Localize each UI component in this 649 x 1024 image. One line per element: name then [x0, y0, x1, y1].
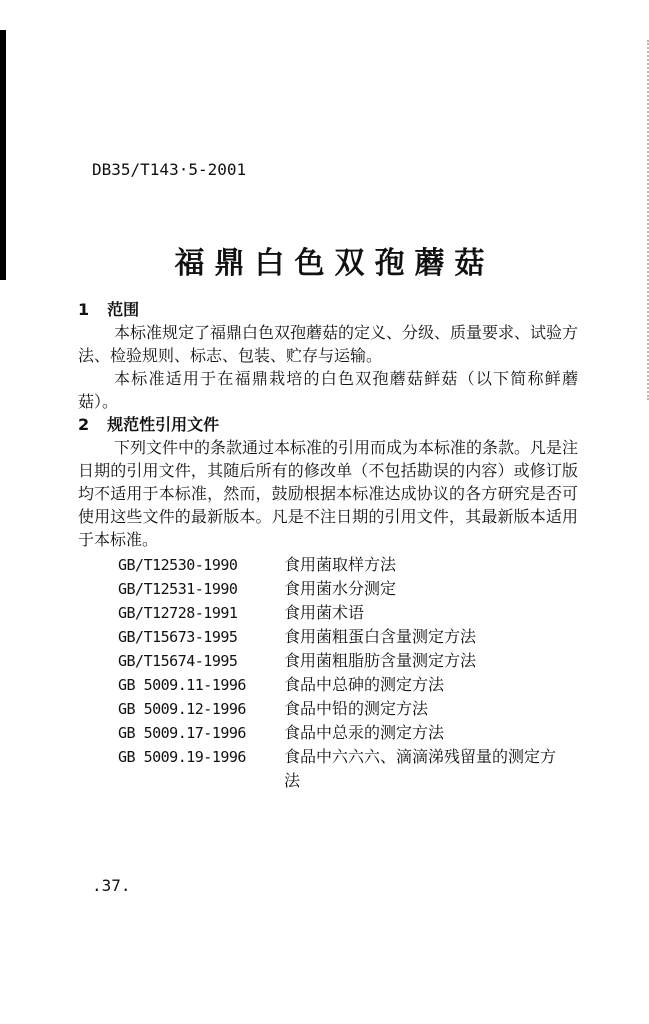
reference-code: GB 5009.17-1996 — [118, 724, 246, 742]
document-title: 福鼎白色双孢蘑菇 — [174, 246, 495, 281]
reference-code: GB/T12728-1991 — [118, 604, 238, 622]
reference-name: 食品中总砷的测定方法 — [284, 675, 445, 694]
reference-name: 食品中铅的测定方法 — [284, 699, 429, 718]
section-heading — [78, 413, 578, 436]
scan-edge-specks — [641, 40, 649, 400]
reference-code: GB/T15673-1995 — [118, 628, 238, 646]
reference-code: GB/T15674-1995 — [118, 652, 238, 670]
reference-item — [118, 577, 578, 601]
document-body — [78, 298, 578, 793]
reference-list — [78, 553, 578, 793]
reference-name: 食用菌粗蛋白含量测定方法 — [284, 627, 477, 646]
section-title: 范围 — [107, 300, 140, 319]
reference-item — [118, 697, 578, 721]
reference-name: 食用菌粗脂肪含量测定方法 — [284, 651, 477, 670]
section-heading — [78, 298, 578, 321]
reference-code: GB 5009.19-1996 — [118, 748, 246, 766]
reference-name: 食品中六六六、滴滴涕残留量的测定方法 — [284, 747, 557, 790]
reference-name: 食用菌术语 — [284, 603, 365, 622]
reference-item — [118, 601, 578, 625]
reference-item — [118, 673, 578, 697]
reference-item — [118, 553, 578, 577]
reference-code: GB 5009.12-1996 — [118, 700, 246, 718]
section-normative-references — [78, 413, 578, 793]
section-title: 规范性引用文件 — [107, 415, 220, 434]
paragraph: 下列文件中的条款通过本标准的引用而成为本标准的条款。凡是注日期的引用文件，其随后所有的修改单（不包括勘误的内容）或修订版均不适用于本标准，然而，鼓励根据本标准达成协议的各方研究是否可使用这些文件的最新版本。凡是不注日期的引用文件，其最新版本适用于本标准。 — [78, 438, 579, 549]
reference-item — [118, 649, 578, 673]
page-number: .37. — [92, 876, 131, 895]
reference-name: 食用菌取样方法 — [284, 555, 397, 574]
reference-code: GB/T12530-1990 — [118, 556, 238, 574]
reference-code: GB/T12531-1990 — [118, 580, 238, 598]
document-number: DB35/T143·5-2001 — [92, 160, 247, 179]
section-scope — [78, 298, 578, 413]
reference-name: 食用菌水分测定 — [284, 579, 397, 598]
reference-item — [118, 745, 578, 793]
reference-code: GB 5009.11-1996 — [118, 676, 246, 694]
paragraph: 本标准规定了福鼎白色双孢蘑菇的定义、分级、质量要求、试验方法、检验规则、标志、包装、贮存与运输。 — [78, 323, 579, 365]
reference-item — [118, 625, 578, 649]
section-number: 2 — [78, 415, 90, 434]
section-number: 1 — [78, 300, 90, 319]
reference-name: 食品中总汞的测定方法 — [284, 723, 445, 742]
reference-item — [118, 721, 578, 745]
paragraph: 本标准适用于在福鼎栽培的白色双孢蘑菇鲜菇（以下简称鲜蘑菇）。 — [78, 369, 578, 411]
